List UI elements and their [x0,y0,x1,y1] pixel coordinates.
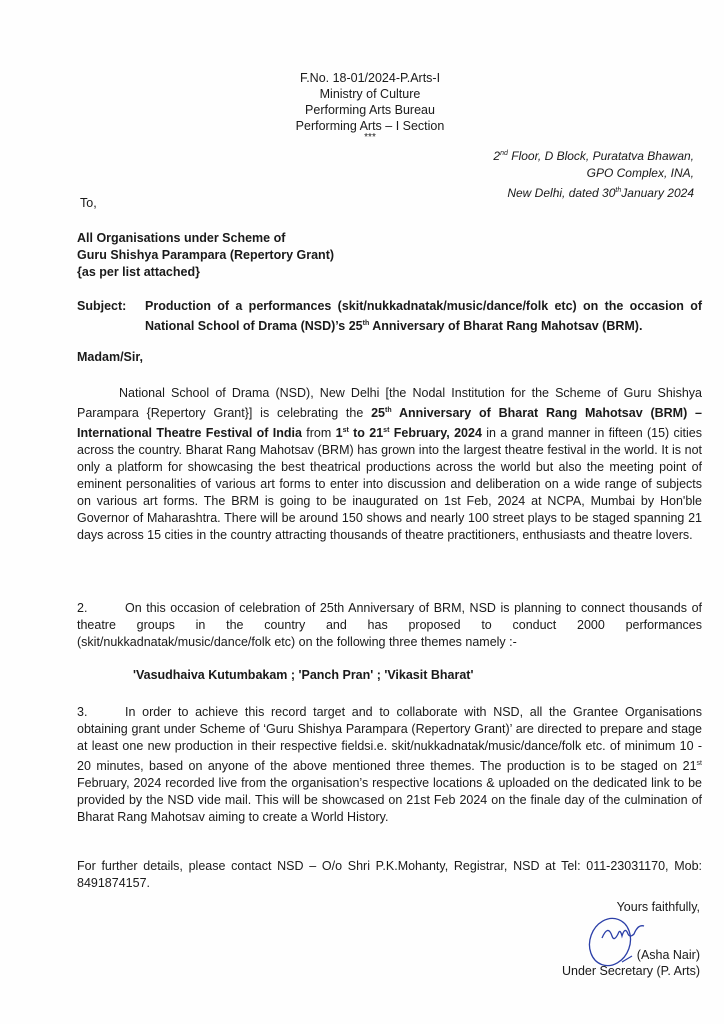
ministry-name: Ministry of Culture [319,87,421,101]
subject-label: Subject: [77,299,127,313]
signatory-name: (Asha Nair) [636,948,700,962]
signatory-title: Under Secretary (P. Arts) [561,964,700,978]
to-label: To, [80,196,97,210]
address-line-1: 2nd Floor, D Block, Puratatva Bhawan, [493,149,694,163]
subject-block [77,298,702,335]
contact-details: For further details, please contact NSD – O/o Shri P.K.Mohanty, Registrar, NSD at Tel: 011-23031170, Mob: 8491874157. [77,859,702,890]
themes-line: 'Vasudhaiva Kutumbakam ; 'Panch Pran' ; 'Vikasit Bharat' [133,668,474,682]
recipient-block [77,230,334,281]
file-number: F.No. 18-01/2024-P.Arts-I [299,71,441,85]
paragraph-1: National School of Drama (NSD), New Delhi [the Nodal Institution for the Scheme of Guru Shishya Parampara {Repertory Grant}] is celebrating the 25th Anniversary of Bharat Rang Mahotsav (BRM) – International Theatre Festival of India from 1st to 21st February, 2024 in a grand manner in fifteen (15) cities across the country. Bharat Rang Mahotsav (BRM) has grown into the largest theatre festival in the world. It is not only a platform for showcasing the best theatrical productions across the world but also the meeting point of eminent personalities of various art forms to enter into discussion and deliberation on a wide range of subjects on various art forms. The BRM is going to be inaugurated on 1st Feb, 2024 at NCPA, Mumbai by Hon'ble Governor of Maharashtra. There will be around 150 shows and nearly 100 street plays to be staged spanning 21 days across 15 cities in the country attracting thousands of theatre practitioners, enthusiasts and theatre lovers. [77,386,703,543]
subject-text: Production of a performances (skit/nukkadnatak/music/dance/folk etc) on the occasion of National School of Drama (NSD)’s 25th Anniversary of Bharat Rang Mahotsav (BRM). [145,299,702,334]
recipient-line-2: Guru Shishya Parampara (Repertory Grant) [77,248,335,262]
section-name: Performing Arts – I Section [295,119,445,133]
salutation: Madam/Sir, [77,350,143,364]
separator-stars: *** [364,132,376,143]
address-date-line: New Delhi, dated 30thJanuary 2024 [507,186,694,200]
sender-address [493,145,694,202]
recipient-line-1: All Organisations under Scheme of [77,231,286,245]
paragraph-2: 2. On this occasion of celebration of 25th Anniversary of BRM, NSD is planning to connect thousands of theatre groups in the country and has proposed to conduct 2000 performances (skit/nukkadnatak/music/dance/folk etc) on the following three themes namely :- [77,601,702,649]
address-line-2: GPO Complex, INA, [586,166,694,180]
paragraph-3: 3. In order to achieve this record target and to collaborate with NSD, all the Grantee Organisations obtaining grant under Scheme of ‘Guru Shishya Parampara (Repertory Grant)’ are directed to prepare and stage at least one new production in their respective fieldsi.e. skit/nukkadnatak/music/dance/folk etc. of minimum 10 - 20 minutes, based on anyone of the above mentioned three themes. The production is to be staged on 21st February, 2024 recorded live from the organisation’s respective locations & uploaded on the dedicated link to be provided by the NSD vide mail. This will be showcased on 21st Feb 2024 on the finale day of the culmination of Bharat Rang Mahotsav aiming to create a World History. [77,705,702,825]
bureau-name: Performing Arts Bureau [305,103,435,117]
closing: Yours faithfully, [616,900,700,914]
letterhead [270,70,470,142]
recipient-line-3: {as per list attached} [77,265,200,279]
